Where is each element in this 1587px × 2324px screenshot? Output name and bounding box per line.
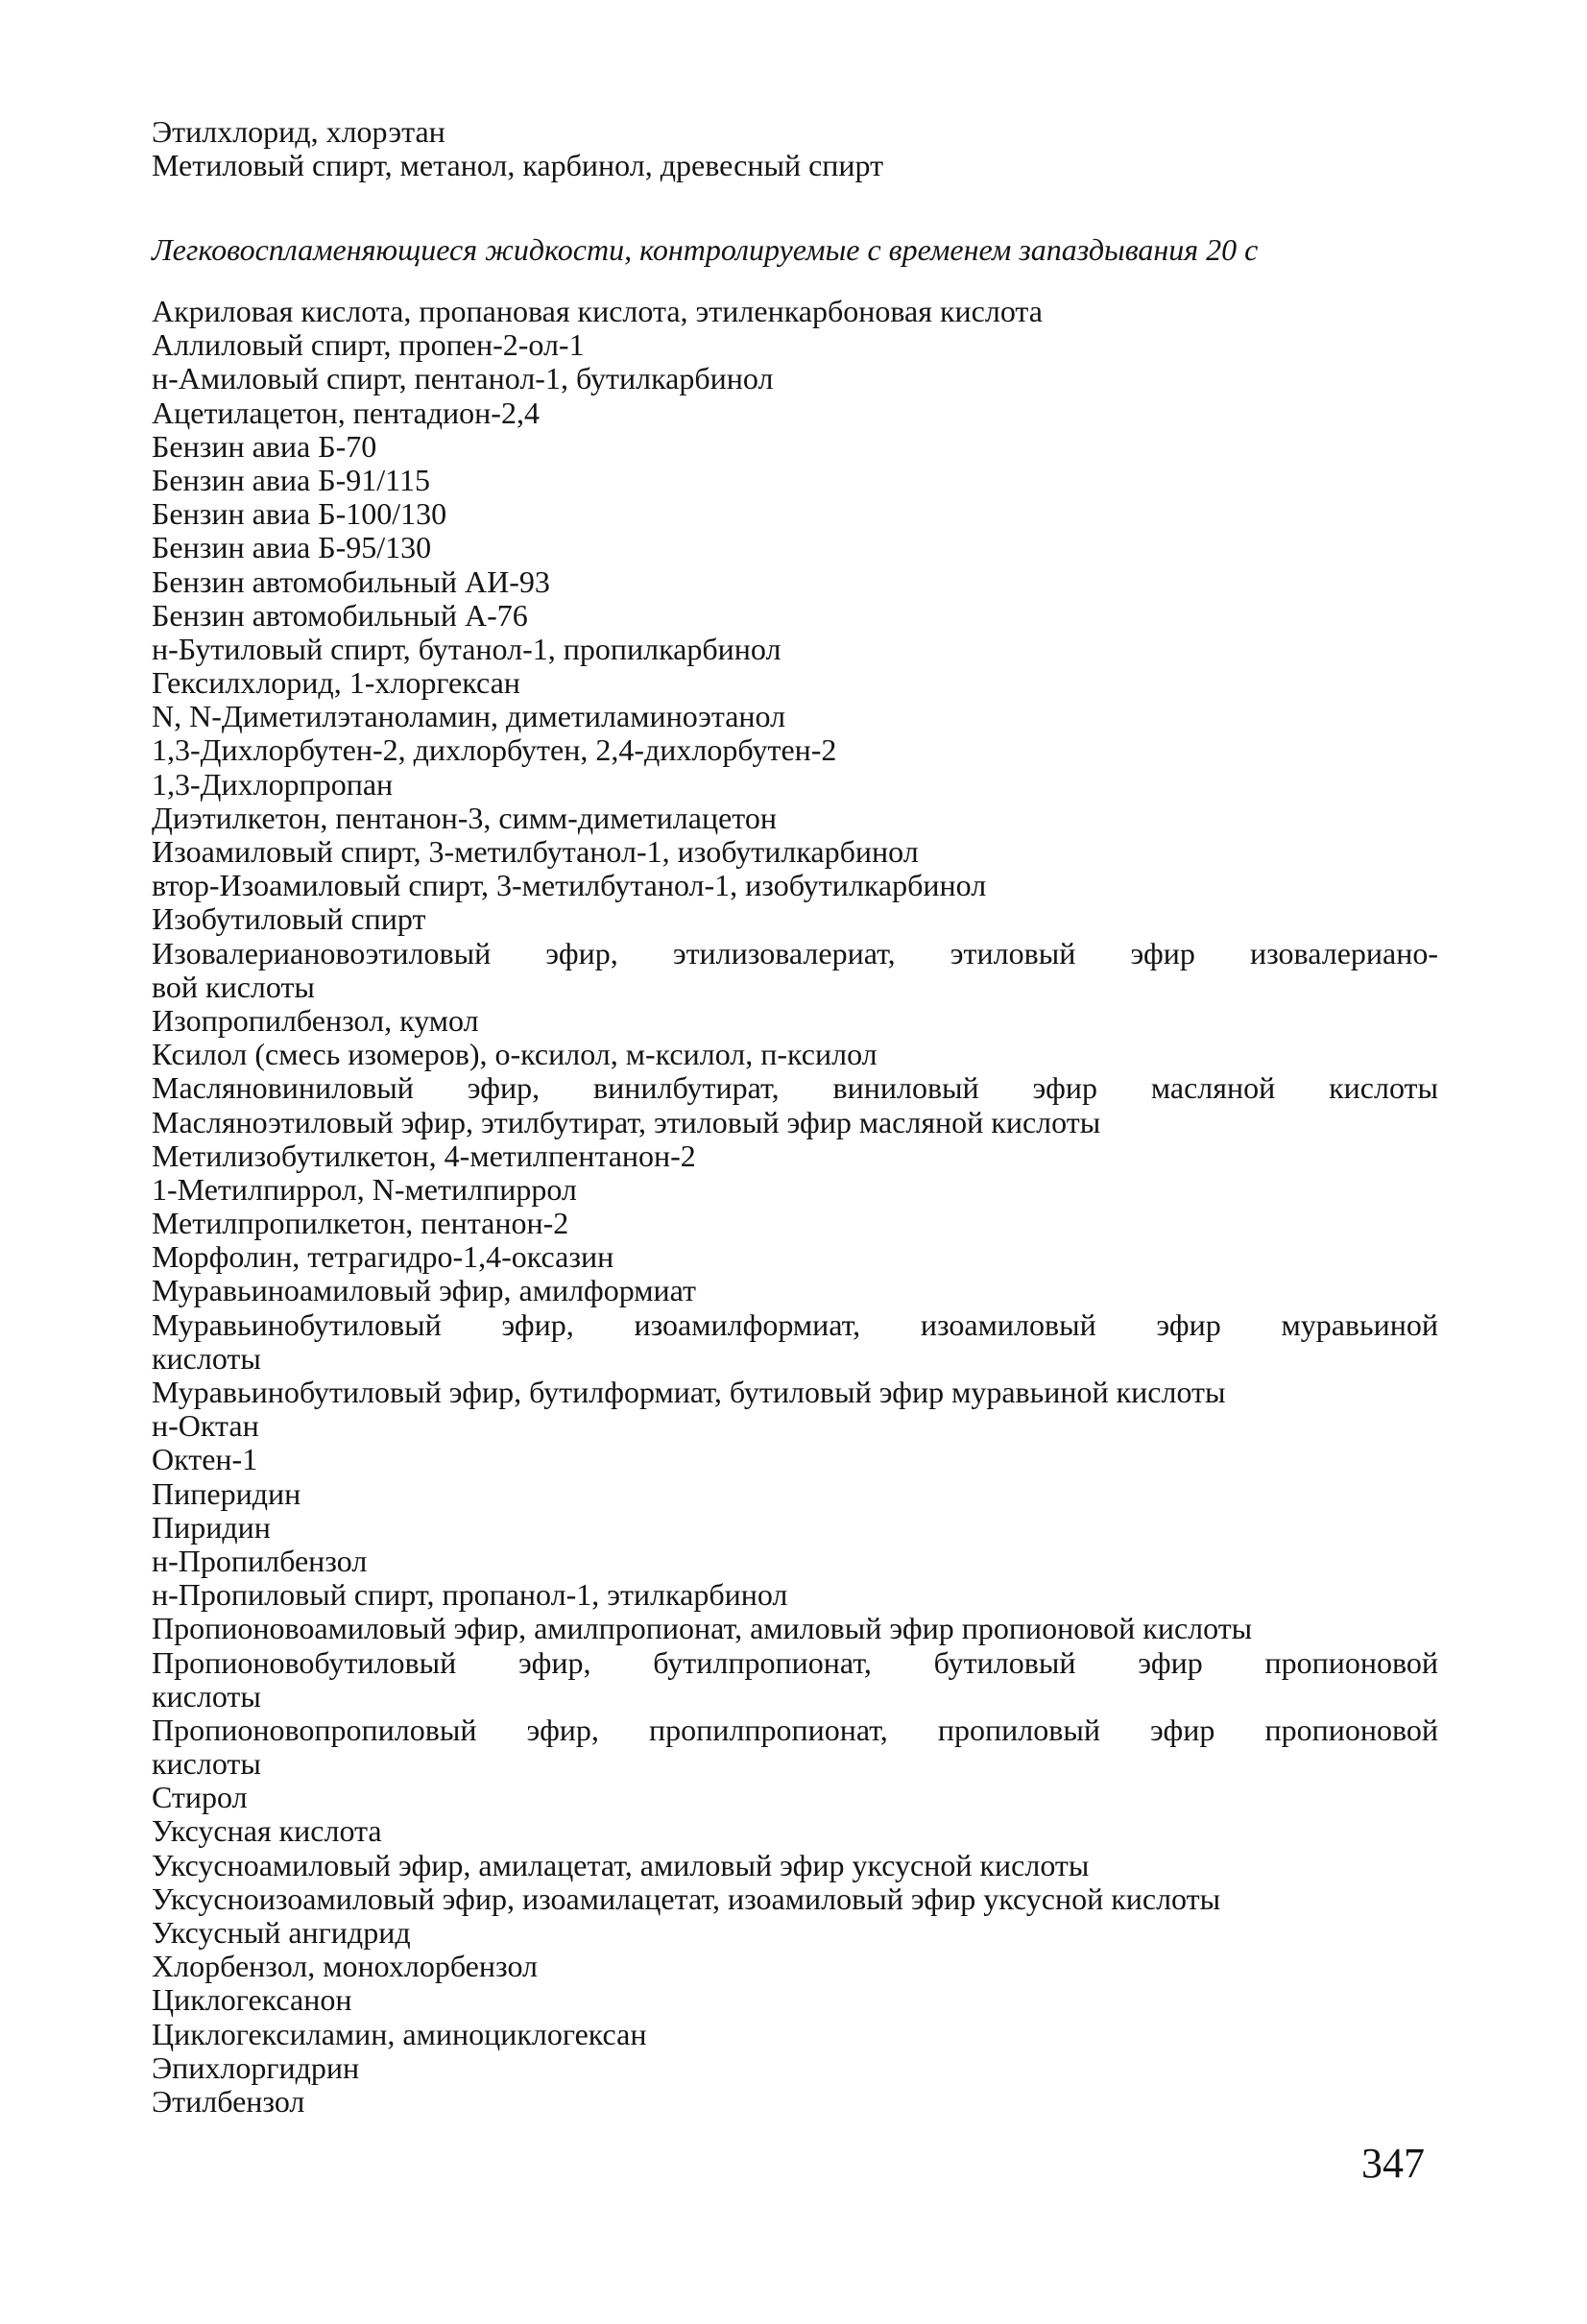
text-line: Метиловый спирт, метанол, карбинол, древесный спирт <box>152 148 884 183</box>
list-line: Бензин авиа Б-91/115 <box>152 462 430 497</box>
list-line: Октен-1 <box>152 1442 258 1477</box>
page-number: 347 <box>1361 2140 1425 2187</box>
list-line: Циклогексанон <box>152 1982 352 2018</box>
list-line: Уксусная кислота <box>152 1813 382 1849</box>
substance-list <box>152 295 1438 2119</box>
list-line: Пропионовоамиловый эфир, амилпропионат, амиловый эфир пропионовой кислоты <box>152 1611 1253 1646</box>
list-line: Муравьиноамиловый эфир, амилформиат <box>152 1273 697 1308</box>
list-line: Бензин автомобильный АИ-93 <box>152 563 550 599</box>
list-line: Пиперидин <box>152 1475 301 1511</box>
list-line: Изовалериановоэтиловый эфир, этилизовалериат, этиловый эфир изовалериано- <box>152 935 1438 970</box>
text-line: Этилхлорид, хлорэтан <box>152 114 445 149</box>
list-line: Гексилхлорид, 1-хлоргексан <box>152 665 520 701</box>
list-line: Пропионовопропиловый эфир, пропилпропионат, пропиловый эфир пропионовой <box>152 1712 1438 1747</box>
list-line: н-Амиловый спирт, пентанол-1, бутилкарбинол <box>152 361 774 396</box>
list-line: Ксилол (смесь изомеров), о-ксилол, м-ксилол, п-ксилол <box>152 1037 878 1072</box>
list-line: Морфолин, тетрагидро-1,4-оксазин <box>152 1239 614 1275</box>
list-line: Метилизобутилкетон, 4-метилпентанон-2 <box>152 1138 696 1173</box>
list-line: Изобутиловый спирт <box>152 901 426 937</box>
list-line: кислоты <box>152 1746 261 1782</box>
list-line: Уксусноизоамиловый эфир, изоамилацетат, изоамиловый эфир уксусной кислоты <box>152 1881 1221 1916</box>
list-line: н-Пропилбензол <box>152 1543 368 1578</box>
list-line: Масляноэтиловый эфир, этилбутират, этиловый эфир масляной кислоты <box>152 1104 1101 1139</box>
list-line: Этилбензол <box>152 2083 305 2119</box>
list-line: Метилпропилкетон, пентанон-2 <box>152 1206 569 1241</box>
list-line: Бензин авиа Б-70 <box>152 428 377 464</box>
list-line: 1,3-Дихлорбутен-2, дихлорбутен, 2,4-дихлорбутен-2 <box>152 732 837 768</box>
list-line: вой кислоты <box>152 969 315 1004</box>
list-line: Акриловая кислота, пропановая кислота, этиленкарбоновая кислота <box>152 294 1043 328</box>
list-line: н-Бутиловый спирт, бутанол-1, пропилкарбинол <box>152 631 781 666</box>
list-line: Аллиловый спирт, пропен-2-ол-1 <box>152 327 585 363</box>
list-line: Диэтилкетон, пентанон-3, симм-диметилацетон <box>152 800 777 835</box>
top-lines <box>152 115 1438 182</box>
list-line: н-Октан <box>152 1408 259 1444</box>
list-line: Циклогексиламин, аминоциклогексан <box>152 2016 647 2051</box>
section-heading: Легковоспламеняющиеся жидкости, контролируемые с временем запаздывания 20 с <box>152 232 1259 267</box>
list-line: кислоты <box>152 1340 261 1376</box>
list-line: втор-Изоамиловый спирт, 3-метилбутанол-1, изобутилкарбинол <box>152 868 987 903</box>
list-line: Пиридин <box>152 1509 271 1545</box>
list-line: Эпихлоргидрин <box>152 2049 360 2085</box>
list-line: н-Пропиловый спирт, пропанол-1, этилкарбинол <box>152 1577 788 1613</box>
list-line: Бензин автомобильный А-76 <box>152 597 528 633</box>
list-line: Бензин авиа Б-100/130 <box>152 496 447 532</box>
list-line: N, N-Диметилэтаноламин, диметиламиноэтанол <box>152 699 786 734</box>
list-line: Стирол <box>152 1780 248 1815</box>
list-line: 1,3-Дихлорпропан <box>152 766 394 802</box>
list-line: Хлорбензол, монохлорбензол <box>152 1949 538 1984</box>
list-line: Бензин авиа Б-95/130 <box>152 530 432 565</box>
list-line: Изоамиловый спирт, 3-метилбутанол-1, изобутилкарбинол <box>152 834 919 869</box>
list-line: Муравьинобутиловый эфир, изоамилформиат, изоамиловый эфир муравьиной <box>152 1306 1438 1342</box>
list-line: 1-Метилпиррол, N-метилпиррол <box>152 1171 577 1207</box>
list-line: Уксусноамиловый эфир, амилацетат, амиловый эфир уксусной кислоты <box>152 1847 1090 1882</box>
list-line: Уксусный ангидрид <box>152 1915 411 1950</box>
list-line: Ацетилацетон, пентадион-2,4 <box>152 395 540 430</box>
list-line: Изопропилбензол, кумол <box>152 1002 479 1038</box>
list-line: Муравьинобутиловый эфир, бутилформиат, бутиловый эфир муравьиной кислоты <box>152 1375 1226 1409</box>
list-line: Масляновиниловый эфир, винилбутират, виниловый эфир масляной кислоты <box>152 1070 1438 1106</box>
list-line: Пропионовобутиловый эфир, бутилпропионат, бутиловый эфир пропионовой <box>152 1644 1438 1680</box>
list-line: кислоты <box>152 1678 261 1713</box>
